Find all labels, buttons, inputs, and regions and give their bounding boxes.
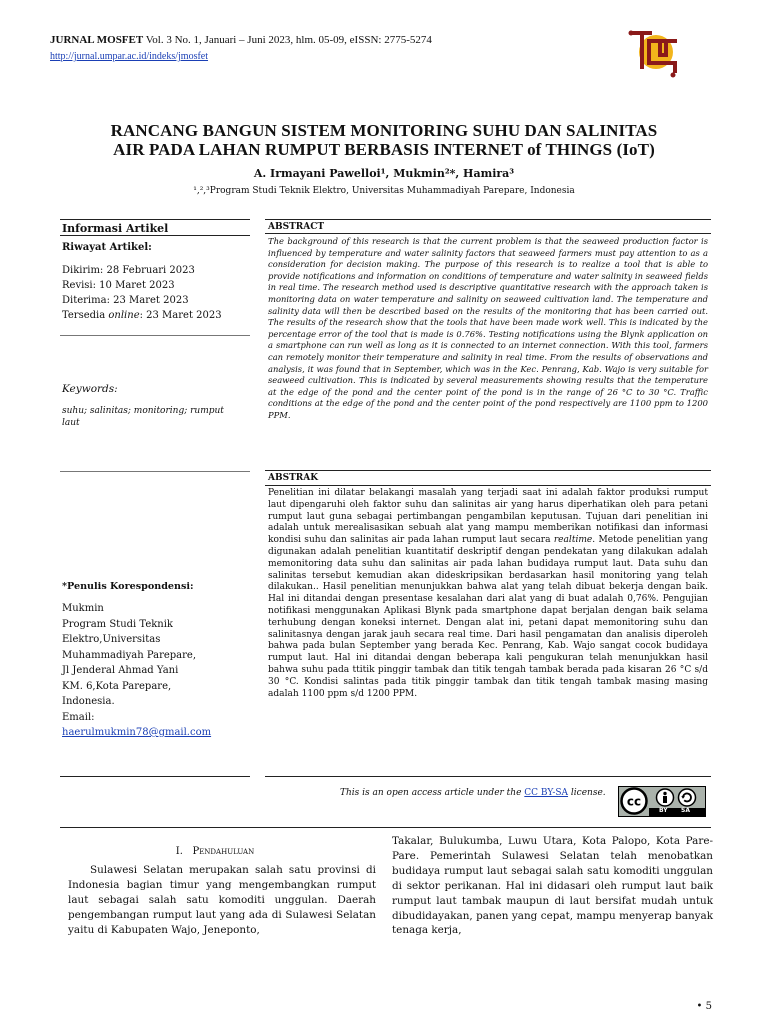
divider	[265, 219, 711, 220]
keywords-label: Keywords:	[62, 383, 118, 395]
page-number: • 5	[696, 1001, 712, 1012]
section-title-text: Pendahuluan	[192, 846, 255, 857]
divider	[60, 235, 250, 236]
corresponding-address: Mukmin Program Studi Teknik Elektro,Universitas Muhammadiyah Parepare, Jl Jenderal Ahmad Yani KM. 6,Kota Parepare, Indonesia. Email: haerulmukmin78@gmail.com	[62, 601, 248, 741]
history-label: Riwayat Artikel:	[62, 242, 152, 253]
divider	[60, 471, 250, 472]
journal-name: JURNAL MOSFET	[50, 34, 144, 46]
cc-by-sa-link[interactable]: CC BY-SA	[524, 788, 569, 798]
paper-authors: A. Irmayani Pawelloi¹, Mukmin²*, Hamira³	[253, 167, 515, 180]
abstract-heading: ABSTRACT	[268, 222, 325, 232]
abstrak-heading: ABSTRAK	[268, 473, 319, 483]
keywords-list: suhu; salinitas; monitoring; rumput laut	[62, 406, 224, 428]
date-available: Tersedia online: 23 Maret 2023	[62, 310, 222, 321]
corresponding-label: *Penulis Korespondensi:	[62, 581, 194, 592]
abstrak-text: Penelitian ini dilatar belakangi masalah yang terjadi saat ini adalah faktor produksi rumput laut dipengaruhi oleh faktor suhu dan salinitas air yang harus diperhatikan oleh para petani rumput laut guna sebagai pertimbangan pengambilan keputusan. Tujuan dari penelitian ini adalah untuk merealisasikan sebuah alat yang mampu memberikan notifikasi dan informasi kondisi suhu dan salinitas air pada lahan rumput laut secara realtime. Metode penelitian yang digunakan adalah penelitian kuantitatif deskriptif dengan pendekatan yang dilakukan adalah memonitoring data suhu dan salinitas air pada lahan budidaya rumput laut. Data suhu dan salinitas tersebut kemudian akan dideskripsikan berdasarkan hasil monitoring yang telah dilakukan.. Hasil penelitian menunjukkan bahwa alat yang telah dibuat bekerja dengan baik. Hal ini ditandai dengan presentase kesalahan dari alat yang di buat adalah 0,76%. Pengujian notifikasi menggunakan Aplikasi Blynk pada smartphone dapat berjalan dengan baik selama terhubung dengan koneksi internet. Dengan alat ini, petani dapat memonitoring suhu dan salinitasnya dengan jarak jauh secara real time. Dari hasil pengamatan dan analisis diperoleh bahwa pada bulan September yang berada Kec. Penrang, Kab. Wajo sangat cocok budidaya rumput laut. Hal ini ditandai dengan beberapa kali pengukuran telah menunjukkan hasil bahwa suhu pada ttitik pinggir tambak dan titik tengah tambak berada pada kisaran 26 °C s/d 30 °C. Kondisi salintas pada titik pinggir tambak dan titik tengah tambak masing masing adalah 1100 ppm s/d 1200 PPM.	[268, 488, 708, 699]
paper-title-line2: AIR PADA LAHAN RUMPUT BERBASIS INTERNET of THINGS (IoT)	[113, 140, 655, 159]
date-revised: Revisi: 10 Maret 2023	[62, 280, 175, 291]
intro-left-paragraph: Sulawesi Selatan merupakan salah satu provinsi di Indonesia bagian timur yang mengembangkan rumput laut sebagai salah satu komoditi unggulan. Daerah pengembangan rumput laut yang ada di Sulawesi Selatan yaitu di Kabupaten Wajo, Jeneponto,	[68, 864, 376, 936]
email-label: Email:	[62, 711, 95, 723]
svg-text:cc: cc	[626, 794, 642, 809]
mosfet-journal-logo-icon	[626, 22, 686, 82]
article-history	[62, 263, 222, 323]
divider	[60, 776, 250, 777]
paper-title	[40, 121, 728, 159]
license-note: This is an open access article under the CC BY-SA license.	[340, 788, 606, 798]
divider	[265, 776, 711, 777]
paper-affiliation: ¹,²,³Program Studi Teknik Elektro, Universitas Muhammadiyah Parepare, Indonesia	[193, 186, 575, 196]
corr-name: Mukmin	[62, 603, 104, 614]
divider	[265, 470, 711, 471]
divider	[60, 335, 250, 336]
journal-url-link[interactable]: http://jurnal.umpar.ac.id/indeks/jmosfet	[50, 51, 209, 62]
divider	[265, 233, 711, 234]
badge-sa: SA	[681, 807, 690, 814]
divider	[60, 219, 250, 220]
paper-title-line1: RANCANG BANGUN SISTEM MONITORING SUHU DAN SALINITAS	[110, 121, 658, 140]
divider	[60, 827, 711, 828]
section-title	[60, 846, 370, 857]
email-link[interactable]: haerulmukmin78@gmail.com	[62, 727, 212, 738]
badge-by: BY	[659, 807, 668, 814]
abstract-text: The background of this research is that the current problem is that the seaweed production factor is influenced by temperature and water salinity factors that seaweed farmers must pay attention to as a consideration for decision making. The purpose of this research is to realize a tool that is able to provide notifications and information on conditions of temperature and water salinity in seaweed fields in real time. The research method used is descriptive quantitative research with the approach taken is monitoring data on water temperature and salinity on seaweed cultivation land. The temperature and salinity data will then be described based on the results of the monitoring that has been carried out. The results of the research show that the tools that have been made work well. This is indicated by the percentage error of the tool that is made is 0.76%. Testing notifications using the Blynk application on a smartphone can run well as long as it is connected to an internet connection. With this tool, farmers can remotely monitor their temperature and salinity in real time. From the results of observations and analysis, it was found that in September, which was in the Kec. Penrang, Kab. Wajo is very suitable for seaweed cultivation. This is indicated by several measurements showing results that the temperature at the edge of the pond and the center point of the pond is in the range of 26 °C to 30 °C. Traffic conditions at the edge of the pond and the center point of the pond respectively are 1100 ppm to 1200 PPM.	[268, 236, 708, 420]
date-accepted: Diterima: 23 Maret 2023	[62, 295, 189, 306]
section-number: I.	[175, 846, 183, 857]
date-received: Dikirim: 28 Februari 2023	[62, 265, 195, 276]
journal-header	[50, 34, 432, 46]
journal-meta: Vol. 3 No. 1, Januari – Juni 2023, hlm. 05-09, eISSN: 2775-5274	[143, 34, 432, 46]
article-info-heading: Informasi Artikel	[62, 222, 169, 235]
divider	[265, 485, 711, 486]
intro-right-paragraph: Takalar, Bulukumba, Luwu Utara, Kota Palopo, Kota Pare-Pare. Pemerintah Sulawesi Selatan telah menobatkan budidaya rumput laut sebagai salah satu komoditi unggulan di sektor perikanan. Hal ini didasari oleh rumput laut baik rumput laut tambak maupun di laut bersifat mudah untuk dibudidayakan, panen yang cepat, mampu menyerap banyak tenaga kerja,	[392, 835, 713, 937]
cc-by-sa-badge-icon[interactable]	[618, 786, 706, 817]
